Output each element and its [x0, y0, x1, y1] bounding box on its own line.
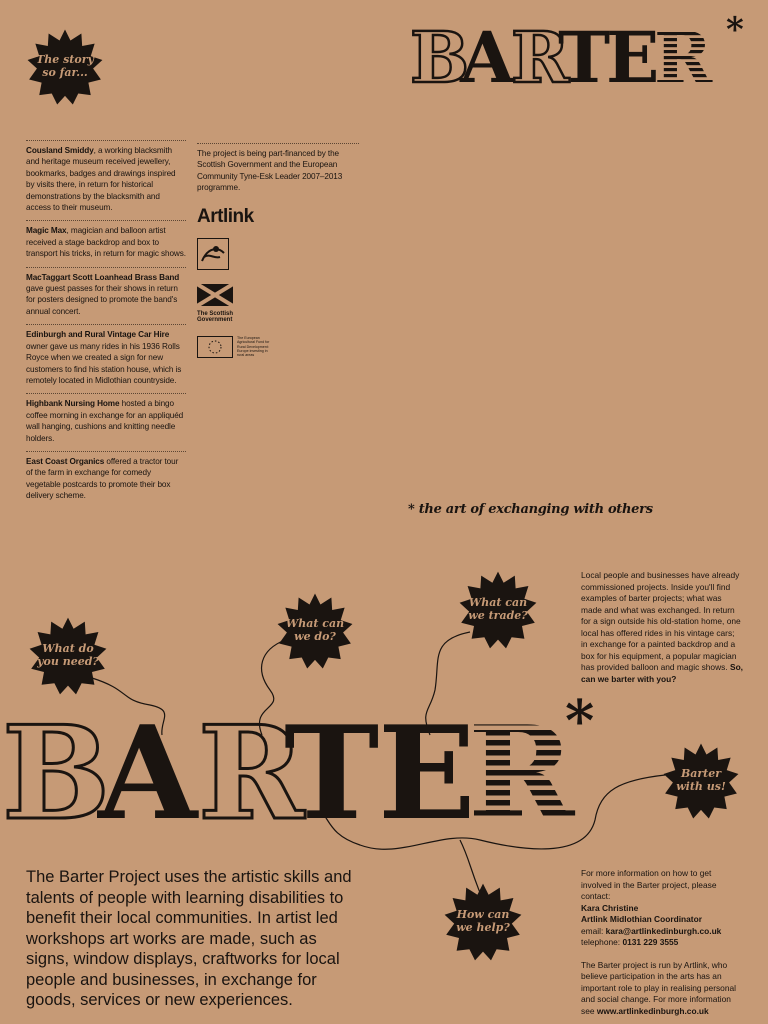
website-link[interactable]: www.artlinkedinburgh.co.uk — [596, 1005, 709, 1016]
badge-help-label: How can we help? — [456, 908, 510, 934]
eu-logo — [197, 336, 359, 358]
contact-role: Artlink Midlothian Coordinator — [581, 914, 702, 924]
badge-what-can-we-trade — [458, 570, 538, 650]
svg-text:B: B — [2, 700, 111, 835]
svg-text:T: T — [558, 16, 611, 94]
right-body-text: Local people and businesses have already commissioned projects. Inside you'll find examples of barter projects; what was made and what was exchanged. In return for a sign outside his old-station home, one local has offered rides in his vintage cars; in exchange for a painted backdrop and a box for his equipment, a popular magician has provided balloon and magic shows. — [581, 570, 741, 672]
svg-text:R: R — [198, 700, 305, 835]
svg-text:T: T — [284, 700, 380, 835]
contact-phone-row: telephone: 0131 229 3555 — [581, 937, 679, 947]
badge-story-label: The story so far... — [36, 53, 94, 79]
svg-text:R: R — [468, 700, 575, 835]
right-text-block — [581, 570, 743, 685]
funding-text: The project is being part-financed by the Scottish Government and the European Community Tyne-Esk Leader 2007–2013 programme. — [197, 149, 343, 193]
eu-label: The European Agricultural Fund for Rural Development: Europe investing in rural areas — [237, 336, 270, 357]
contact-email-row: email: kara@artlinkedinburgh.co.uk — [581, 925, 722, 936]
logo-large-asterisk: * — [565, 688, 595, 754]
tagline: * the art of exchanging with others — [408, 502, 653, 517]
leader-logo — [197, 238, 229, 270]
contact-email-link[interactable]: kara@artlinkedinburgh.co.uk — [605, 925, 722, 936]
svg-text:E: E — [378, 700, 476, 835]
story-item: East Coast Organics offered a tractor tour of the farm in exchange for comedy vegetable postcards to promote their box delivery scheme. — [26, 456, 179, 501]
contact-about: The Barter project is run by Artlink, who believe participation in the arts has an important role to play in realising personal and social change. For more information see www.artlinkedinburgh.co.uk — [581, 959, 737, 1016]
story-item: MacTaggart Scott Loanhead Brass Band gave guest passes for their shows in return for posters designed to promote the band's annual concert. — [26, 272, 180, 316]
funding-column — [197, 143, 359, 358]
logo-small-asterisk: * — [726, 10, 744, 50]
badge-barter-with-us — [662, 742, 740, 820]
artlink-logo: Artlink — [197, 205, 254, 227]
story-item: Highbank Nursing Home hosted a bingo coffee morning in exchange for an appliquéd wall hanging, cushions and knitting needle holders. — [26, 399, 184, 443]
contact-lead: For more information on how to get involved in the Barter project, please contact: — [581, 868, 717, 901]
contact-block — [581, 868, 743, 1017]
contact-phone: 0131 229 3555 — [622, 937, 679, 947]
barter-logo-small — [408, 10, 748, 94]
contact-name: Kara Christine — [581, 902, 639, 913]
saltire-flag-icon — [197, 284, 233, 306]
scottish-government-label: The Scottish Government — [197, 310, 234, 324]
intro-paragraph: The Barter Project uses the artistic skills and talents of people with learning disabilities to benefit their local communities. In artist led workshops art works are made, such as signs, window displays, craftworks for local people and businesses, in exchange for goods, services or new experiences. — [26, 868, 352, 1009]
badge-do-label: What can we do? — [285, 617, 345, 643]
svg-text:R: R — [511, 16, 570, 94]
story-item: Magic Max, magician and balloon artist received a stage backdrop and box to transport his tricks, in return for magic shows. — [26, 226, 186, 259]
leader-emblem-icon — [198, 239, 228, 269]
badge-need-label: What do you need? — [37, 642, 99, 668]
badge-what-can-we-do — [276, 592, 354, 670]
badge-what-do-you-need — [28, 616, 108, 696]
stories-column — [26, 140, 186, 502]
badge-barter-label: Barter with us! — [676, 767, 726, 793]
badge-how-can-we-help — [443, 882, 523, 962]
svg-text:R: R — [654, 16, 713, 94]
scottish-government-logo — [197, 284, 359, 324]
barter-logo-large — [2, 688, 612, 840]
badge-story-so-far — [26, 28, 104, 106]
svg-text:A: A — [460, 16, 515, 94]
story-item: Edinburgh and Rural Vintage Car Hire owner gave us many rides in his 1936 Rolls Royce when we created a sign for new customers to find his station house, which is remotely located in Midlothian countryside. — [26, 330, 182, 385]
svg-text:A: A — [98, 700, 198, 835]
right-question: So, can we barter with you? — [581, 662, 744, 684]
badge-trade-label: What can we trade? — [468, 596, 528, 622]
svg-text:B: B — [410, 16, 470, 94]
eu-flag-icon — [197, 336, 233, 358]
svg-text:E: E — [606, 16, 660, 94]
story-item: Cousland Smiddy, a working blacksmith and heritage museum received jewellery, bookmarks, badges and drawings inspired by visits there, in return for historical demonstrations by the blacksmith and access to their museum. — [26, 146, 176, 213]
